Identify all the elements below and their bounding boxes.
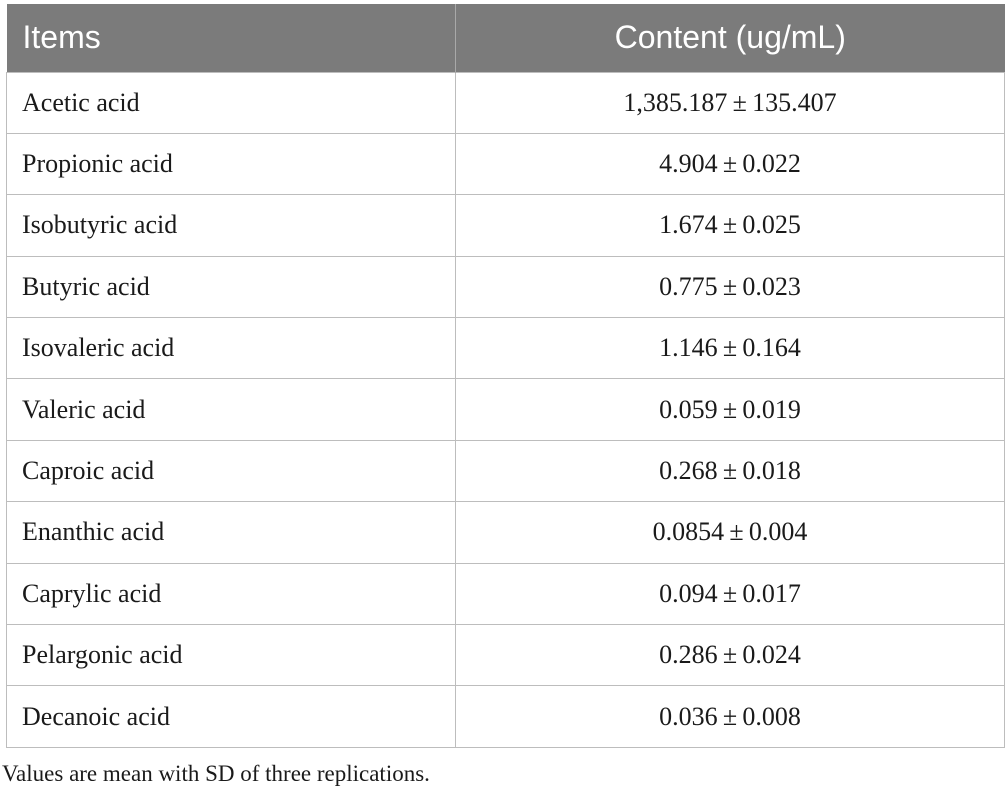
content-cell: 1,385.187 ± 135.407 (456, 72, 1005, 133)
table-row (7, 502, 1005, 563)
table-row (7, 563, 1005, 624)
table-row (7, 686, 1005, 747)
item-cell: Caproic acid (7, 440, 456, 501)
item-cell: Valeric acid (7, 379, 456, 440)
table-row (7, 625, 1005, 686)
table-header (7, 4, 1005, 72)
item-cell: Butyric acid (7, 256, 456, 317)
content-cell: 0.268 ± 0.018 (456, 440, 1005, 501)
content-cell: 0.036 ± 0.008 (456, 686, 1005, 747)
item-cell: Caprylic acid (7, 563, 456, 624)
column-header-content: Content (ug/mL) (614, 19, 846, 56)
content-cell: 0.094 ± 0.017 (456, 563, 1005, 624)
content-cell: 0.0854 ± 0.004 (456, 502, 1005, 563)
column-header-items: Items (7, 4, 456, 72)
table-row (7, 72, 1005, 133)
table-footnote: Values are mean with SD of three replications. (2, 761, 430, 786)
content-cell: 1.146 ± 0.164 (456, 318, 1005, 379)
results-table (6, 4, 1005, 748)
table-row (7, 195, 1005, 256)
content-cell: 4.904 ± 0.022 (456, 133, 1005, 194)
item-cell: Isobutyric acid (7, 195, 456, 256)
item-cell: Propionic acid (7, 133, 456, 194)
header-row (7, 4, 1005, 72)
content-cell: 0.286 ± 0.024 (456, 625, 1005, 686)
content-cell: 0.775 ± 0.023 (456, 256, 1005, 317)
table-row (7, 379, 1005, 440)
item-cell: Decanoic acid (7, 686, 456, 747)
table-row (7, 318, 1005, 379)
content-cell: 1.674 ± 0.025 (456, 195, 1005, 256)
item-cell: Enanthic acid (7, 502, 456, 563)
table-row (7, 440, 1005, 501)
item-cell: Pelargonic acid (7, 625, 456, 686)
item-cell: Acetic acid (7, 72, 456, 133)
table-row (7, 256, 1005, 317)
table-row (7, 133, 1005, 194)
content-cell: 0.059 ± 0.019 (456, 379, 1005, 440)
table-body (7, 72, 1005, 747)
item-cell: Isovaleric acid (7, 318, 456, 379)
results-table-container (6, 4, 1004, 748)
